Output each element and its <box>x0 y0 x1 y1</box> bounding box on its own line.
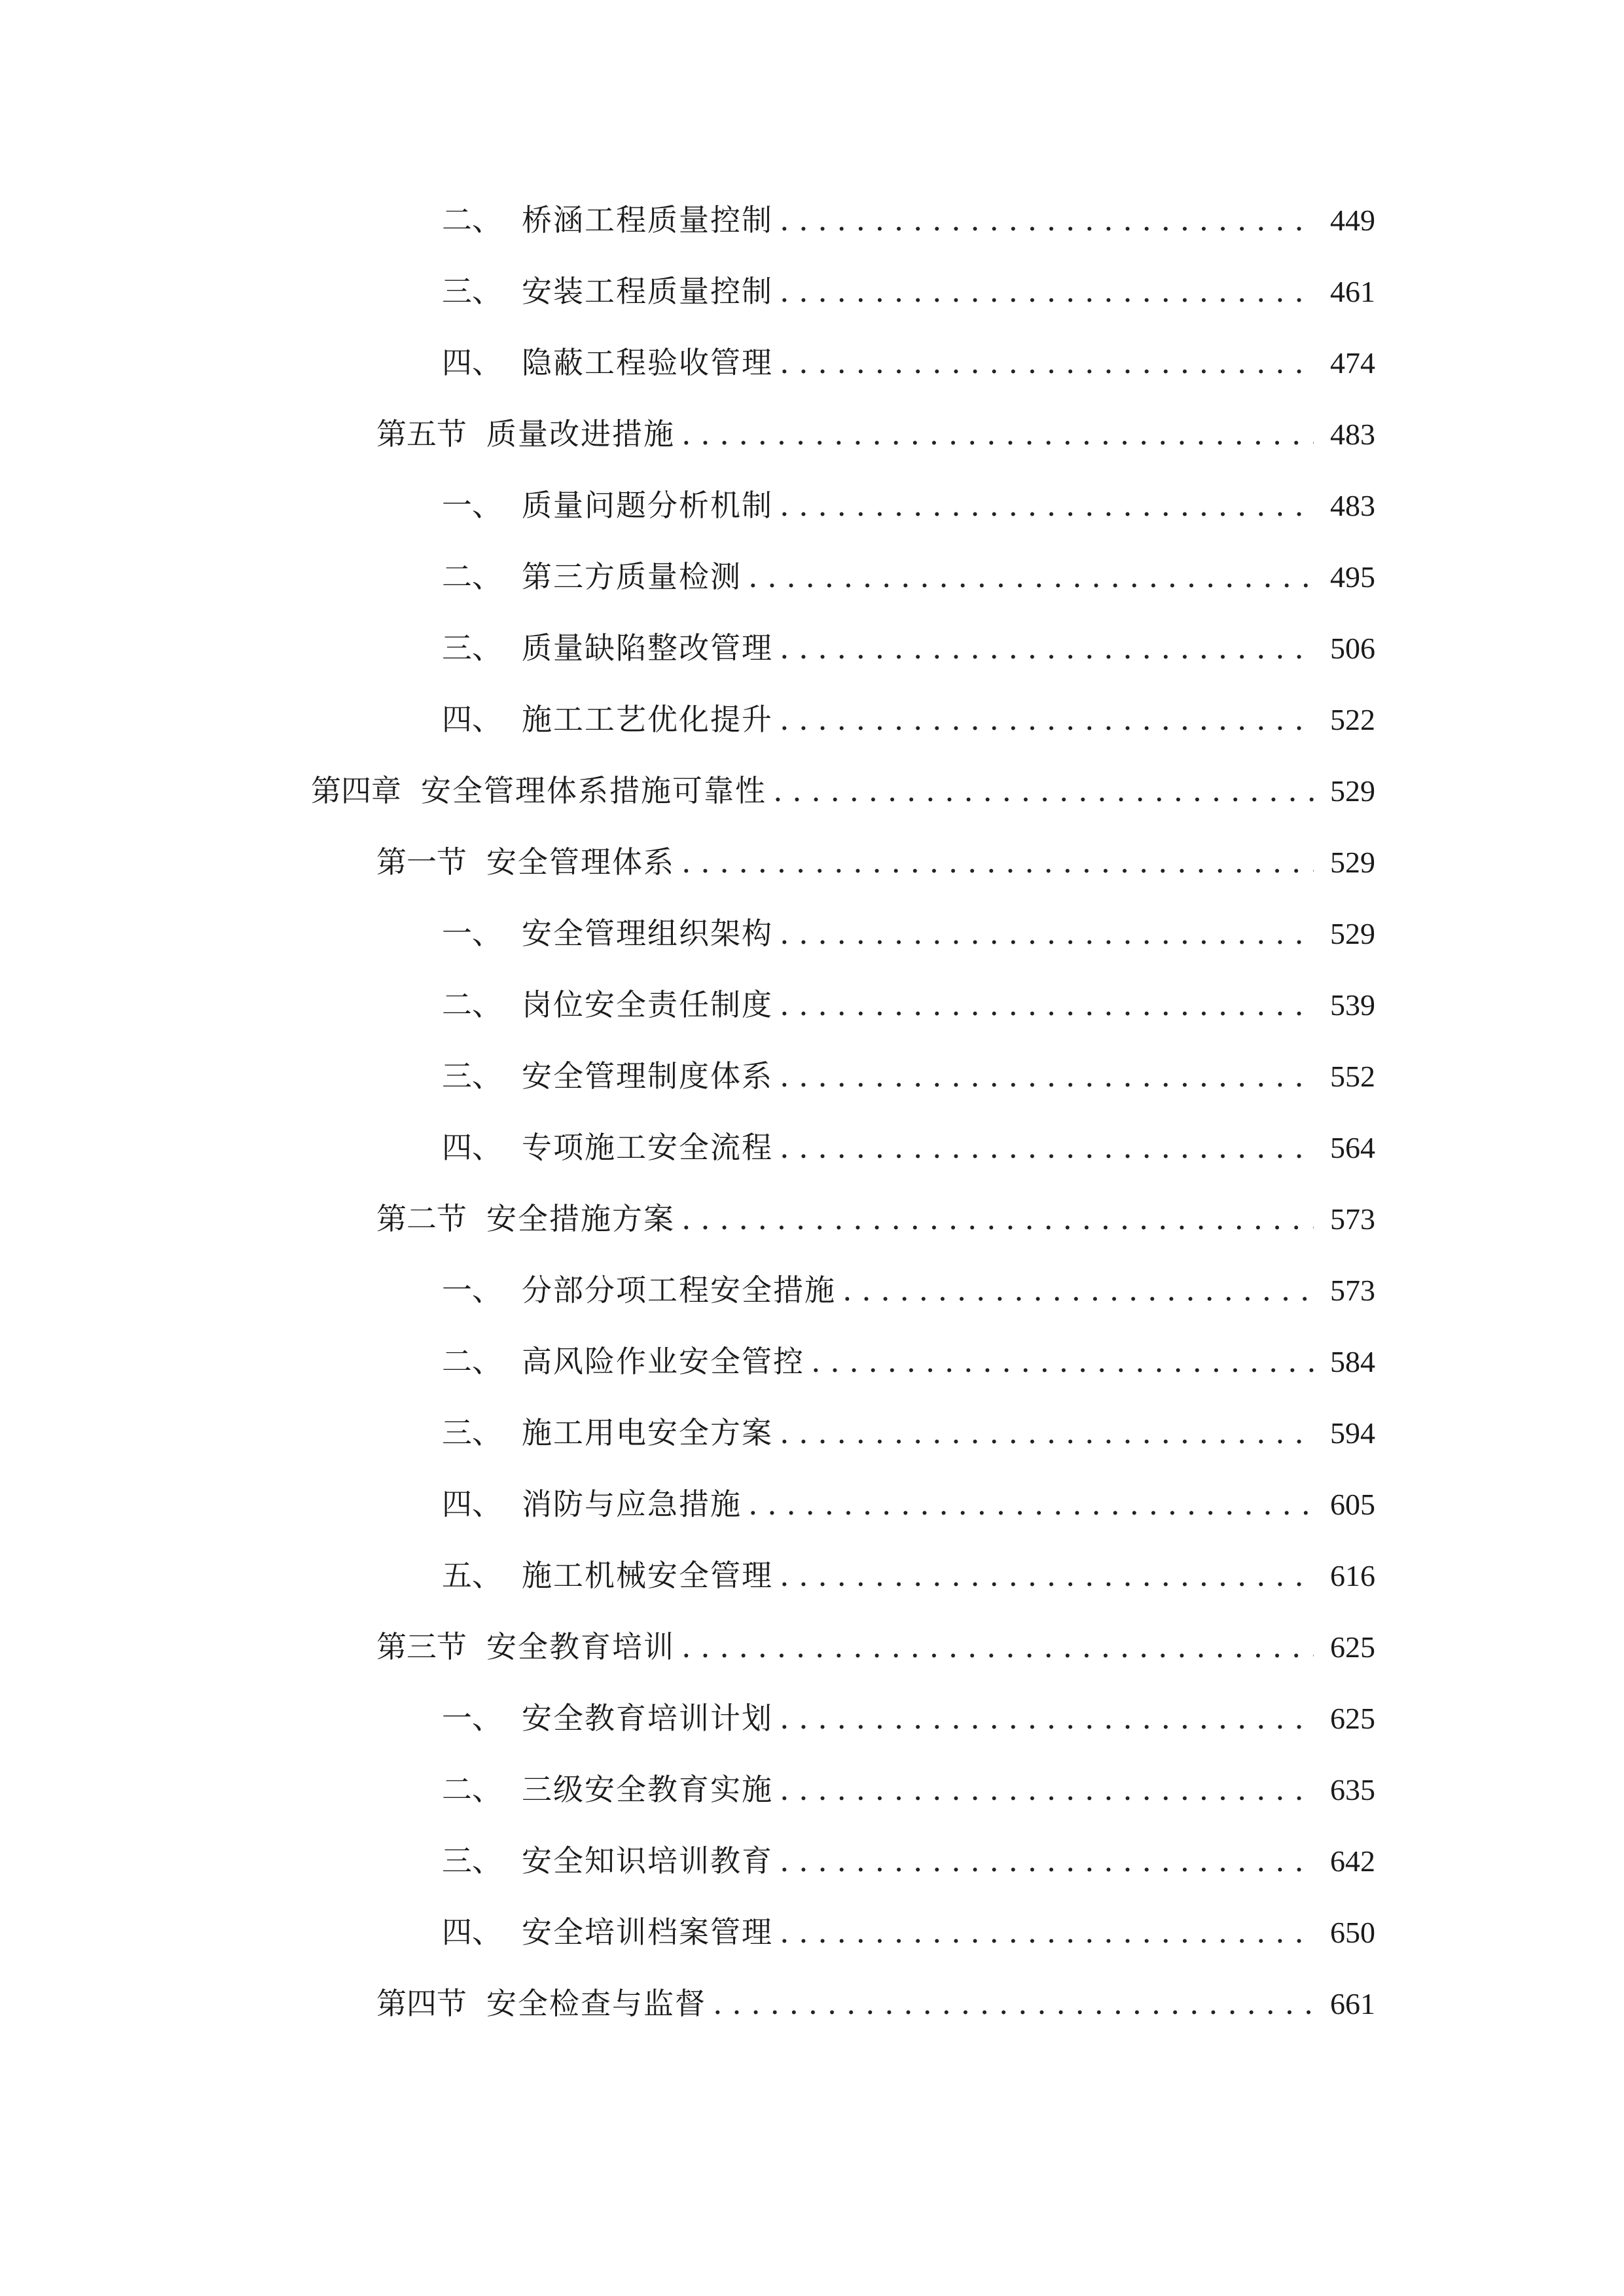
entry-number: 四、 <box>442 1486 502 1522</box>
toc-entry[interactable] <box>442 265 1375 317</box>
entry-number: 三、 <box>442 274 502 309</box>
entry-title: 安全措施方案 <box>486 1201 675 1236</box>
toc-entry[interactable] <box>442 1121 1375 1174</box>
toc-entry[interactable] <box>376 1621 1375 1673</box>
entry-number: 第四章 <box>311 773 401 808</box>
entry-page-number: 483 <box>1330 489 1375 522</box>
entry-page-number: 573 <box>1330 1202 1375 1236</box>
dot-leader <box>780 1906 1314 1958</box>
toc-entry[interactable] <box>442 194 1375 246</box>
entry-page-number: 506 <box>1330 632 1375 665</box>
dot-leader <box>681 1193 1314 1245</box>
entry-page-number: 625 <box>1330 1702 1375 1735</box>
dot-leader <box>773 764 1314 817</box>
dot-leader <box>780 479 1314 531</box>
dot-leader <box>681 1621 1314 1673</box>
dot-leader <box>713 1977 1314 2030</box>
entry-page-number: 635 <box>1330 1773 1375 1806</box>
entry-number: 一、 <box>442 916 502 951</box>
entry-page-number: 642 <box>1330 1844 1375 1878</box>
entry-page-number: 661 <box>1330 1987 1375 2020</box>
entry-number: 四、 <box>442 345 502 380</box>
dot-leader <box>748 1478 1314 1530</box>
entry-number: 第二节 <box>376 1201 467 1236</box>
entry-title: 安全知识培训教育 <box>522 1843 773 1878</box>
dot-leader <box>780 1407 1314 1459</box>
entry-page-number: 461 <box>1330 275 1375 308</box>
toc-entry[interactable] <box>376 836 1375 888</box>
dot-leader <box>780 336 1314 389</box>
entry-number: 二、 <box>442 1772 502 1807</box>
entry-title: 质量缺陷整改管理 <box>522 630 773 666</box>
entry-page-number: 616 <box>1330 1559 1375 1592</box>
dot-leader <box>780 1050 1314 1102</box>
toc-entry[interactable] <box>442 693 1375 745</box>
entry-title: 安全管理制度体系 <box>522 1058 773 1094</box>
dot-leader <box>780 622 1314 674</box>
toc-entry[interactable] <box>442 1549 1375 1602</box>
entry-title: 高风险作业安全管控 <box>522 1344 804 1379</box>
toc-entry[interactable] <box>442 1264 1375 1316</box>
entry-number: 一、 <box>442 1272 502 1308</box>
toc-entry[interactable] <box>442 1906 1375 1958</box>
entry-title: 安全培训档案管理 <box>522 1914 773 1950</box>
entry-title: 消防与应急措施 <box>522 1486 742 1522</box>
entry-page-number: 573 <box>1330 1274 1375 1307</box>
entry-title: 施工机械安全管理 <box>522 1558 773 1593</box>
entry-page-number: 474 <box>1330 346 1375 380</box>
dot-leader <box>842 1264 1314 1316</box>
entry-page-number: 564 <box>1330 1131 1375 1164</box>
entry-number: 三、 <box>442 630 502 666</box>
entry-title: 质量改进措施 <box>486 416 675 452</box>
entry-number: 二、 <box>442 987 502 1022</box>
toc-entry[interactable] <box>442 1335 1375 1388</box>
entry-page-number: 584 <box>1330 1345 1375 1378</box>
entry-number: 二、 <box>442 559 502 594</box>
entry-title: 分部分项工程安全措施 <box>522 1272 836 1308</box>
entry-title: 施工用电安全方案 <box>522 1415 773 1450</box>
entry-title: 安全管理体系措施可靠性 <box>421 773 767 808</box>
dot-leader <box>780 693 1314 745</box>
toc-entry[interactable] <box>442 1835 1375 1887</box>
toc-entry[interactable] <box>442 1478 1375 1530</box>
entry-title: 安装工程质量控制 <box>522 274 773 309</box>
entry-title: 专项施工安全流程 <box>522 1130 773 1165</box>
entry-number: 三、 <box>442 1058 502 1094</box>
entry-page-number: 529 <box>1330 917 1375 950</box>
toc-entry[interactable] <box>376 1193 1375 1245</box>
entry-number: 一、 <box>442 488 502 523</box>
entry-number: 第五节 <box>376 416 467 452</box>
entry-page-number: 605 <box>1330 1488 1375 1521</box>
entry-number: 三、 <box>442 1415 502 1450</box>
toc-entry[interactable] <box>442 1692 1375 1744</box>
entry-title: 安全管理体系 <box>486 844 675 880</box>
entry-page-number: 449 <box>1330 204 1375 237</box>
dot-leader <box>681 408 1314 460</box>
dot-leader <box>780 1549 1314 1602</box>
entry-page-number: 594 <box>1330 1416 1375 1450</box>
dot-leader <box>780 1835 1314 1887</box>
entry-page-number: 522 <box>1330 703 1375 736</box>
toc-entry[interactable] <box>442 550 1375 603</box>
toc-entry[interactable] <box>442 479 1375 531</box>
entry-number: 四、 <box>442 702 502 737</box>
entry-title: 第三方质量检测 <box>522 559 742 594</box>
entry-page-number: 625 <box>1330 1630 1375 1664</box>
entry-title: 桥涵工程质量控制 <box>522 202 773 238</box>
dot-leader <box>780 265 1314 317</box>
entry-page-number: 552 <box>1330 1060 1375 1093</box>
entry-page-number: 483 <box>1330 418 1375 451</box>
dot-leader <box>811 1335 1314 1388</box>
entry-title: 安全教育培训计划 <box>522 1700 773 1736</box>
entry-number: 四、 <box>442 1914 502 1950</box>
toc-entry[interactable] <box>442 978 1375 1031</box>
toc-entry[interactable] <box>442 622 1375 674</box>
toc-entry[interactable] <box>442 1407 1375 1459</box>
toc-entry[interactable] <box>376 1977 1375 2030</box>
toc-entry[interactable] <box>442 336 1375 389</box>
dot-leader <box>780 907 1314 960</box>
entry-page-number: 650 <box>1330 1916 1375 1949</box>
entry-page-number: 495 <box>1330 560 1375 594</box>
entry-number: 第三节 <box>376 1629 467 1664</box>
entry-page-number: 539 <box>1330 988 1375 1022</box>
entry-title: 施工工艺优化提升 <box>522 702 773 737</box>
entry-number: 四、 <box>442 1130 502 1165</box>
dot-leader <box>780 978 1314 1031</box>
dot-leader <box>748 550 1314 603</box>
entry-page-number: 529 <box>1330 846 1375 879</box>
toc-entry[interactable] <box>442 1763 1375 1816</box>
entry-number: 一、 <box>442 1700 502 1736</box>
toc-entry[interactable] <box>376 408 1375 460</box>
toc-entry[interactable] <box>442 907 1375 960</box>
entry-number: 二、 <box>442 202 502 238</box>
entry-title: 安全教育培训 <box>486 1629 675 1664</box>
entry-page-number: 529 <box>1330 774 1375 808</box>
entry-title: 岗位安全责任制度 <box>522 987 773 1022</box>
dot-leader <box>780 1121 1314 1174</box>
toc-entry[interactable] <box>442 1050 1375 1102</box>
dot-leader <box>681 836 1314 888</box>
entry-title: 隐蔽工程验收管理 <box>522 345 773 380</box>
entry-number: 第四节 <box>376 1986 467 2021</box>
entry-number: 五、 <box>442 1558 502 1593</box>
entry-title: 安全检查与监督 <box>486 1986 706 2021</box>
entry-number: 二、 <box>442 1344 502 1379</box>
dot-leader <box>780 1692 1314 1744</box>
entry-title: 三级安全教育实施 <box>522 1772 773 1807</box>
dot-leader <box>780 1763 1314 1816</box>
entry-title: 安全管理组织架构 <box>522 916 773 951</box>
entry-title: 质量问题分析机制 <box>522 488 773 523</box>
entry-number: 三、 <box>442 1843 502 1878</box>
dot-leader <box>780 194 1314 246</box>
entry-number: 第一节 <box>376 844 467 880</box>
toc-entry[interactable] <box>311 764 1375 817</box>
